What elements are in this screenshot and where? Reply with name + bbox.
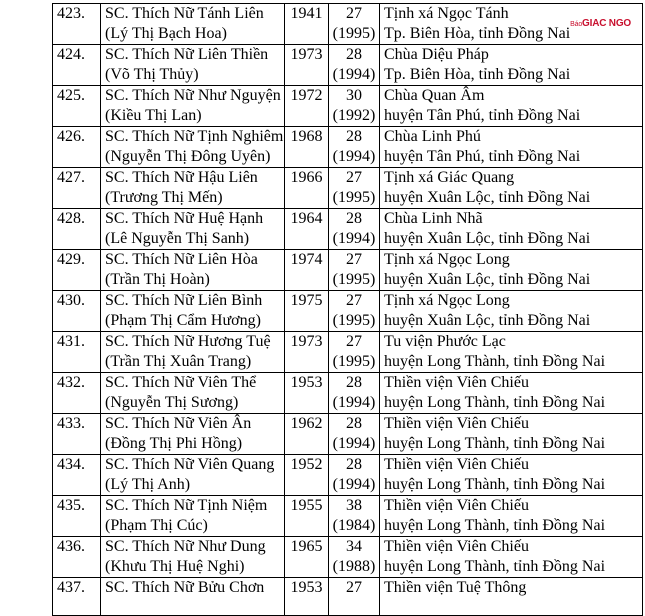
age-cell	[329, 578, 380, 616]
place-cell	[380, 414, 643, 455]
ordination-age: 28	[346, 210, 362, 227]
age-cell	[329, 373, 380, 414]
place-cell	[380, 127, 643, 168]
age-cell	[329, 209, 380, 250]
ordination-age: 28	[346, 128, 362, 145]
temple-name: Thiền viện Tuệ Thông	[384, 579, 527, 596]
lay-name: (Đồng Thị Phi Hồng)	[105, 435, 243, 452]
ordination-age: 28	[346, 456, 362, 473]
place-cell	[380, 332, 643, 373]
ordination-age: 27	[346, 251, 362, 268]
temple-location: huyện Xuân Lộc, tỉnh Đồng Nai	[384, 189, 591, 206]
name-cell	[101, 291, 285, 332]
dharma-name: SC. Thích Nữ Liên Thiền	[105, 46, 269, 63]
birth-year-cell	[285, 127, 329, 168]
temple-location: huyện Long Thành, tỉnh Đồng Nai	[384, 517, 606, 534]
place-cell	[380, 45, 643, 86]
lay-name: (Phạm Thị Cúc)	[105, 517, 208, 534]
lay-name: (Trần Thị Xuân Trang)	[105, 353, 252, 370]
dharma-name: SC. Thích Nữ Như Nguyện	[105, 87, 281, 104]
row-number-cell	[53, 332, 101, 373]
place-cell	[380, 496, 643, 537]
name-cell	[101, 455, 285, 496]
dharma-name: SC. Thích Nữ Huệ Hạnh	[105, 210, 264, 227]
row-number-cell	[53, 496, 101, 537]
place-cell	[380, 291, 643, 332]
name-cell	[101, 332, 285, 373]
ordination-age: 28	[346, 415, 362, 432]
birth-year: 1972	[290, 87, 323, 104]
temple-location: huyện Xuân Lộc, tỉnh Đồng Nai	[384, 230, 591, 247]
temple-location: Tp. Biên Hòa, tỉnh Đồng Nai	[384, 25, 571, 42]
temple-name: Chùa Linh Phú	[384, 128, 481, 145]
table-row	[53, 45, 643, 86]
ordination-age: 28	[346, 374, 362, 391]
ordination-year: (1994)	[332, 148, 376, 165]
birth-year: 1955	[290, 497, 323, 514]
temple-location: huyện Xuân Lộc, tỉnh Đồng Nai	[384, 312, 591, 329]
birth-year-cell	[285, 578, 329, 616]
row-number-cell	[53, 414, 101, 455]
ordination-year: (1994)	[332, 435, 376, 452]
newspaper-watermark	[570, 18, 631, 29]
ordination-age: 38	[346, 497, 362, 514]
birth-year: 1975	[290, 292, 323, 309]
lay-name: (Nguyễn Thị Đông Uyên)	[105, 148, 271, 165]
row-number-cell	[53, 4, 101, 45]
birth-year-cell	[285, 455, 329, 496]
row-number: 437.	[57, 579, 85, 596]
lay-name: (Lý Thị Anh)	[105, 476, 191, 493]
row-number-cell	[53, 537, 101, 578]
birth-year: 1964	[290, 210, 323, 227]
ordination-year: (1995)	[332, 25, 376, 42]
age-cell	[329, 414, 380, 455]
table-row	[53, 209, 643, 250]
row-number: 426.	[57, 128, 85, 145]
dharma-name: SC. Thích Nữ Như Dung	[105, 538, 266, 555]
row-number: 435.	[57, 497, 85, 514]
temple-name: Tịnh xá Ngọc Long	[384, 292, 510, 309]
birth-year-cell	[285, 496, 329, 537]
table-row	[53, 578, 643, 616]
birth-year-cell	[285, 168, 329, 209]
age-cell	[329, 4, 380, 45]
temple-name: Thiền viện Viên Chiếu	[384, 415, 529, 432]
dharma-name: SC. Thích Nữ Hương Tuệ	[105, 333, 271, 350]
dharma-name: SC. Thích Nữ Viên Ân	[105, 415, 252, 432]
temple-location: huyện Xuân Lộc, tỉnh Đồng Nai	[384, 271, 591, 288]
ordination-year: (1995)	[332, 353, 376, 370]
ordination-age: 27	[346, 292, 362, 309]
table-row	[53, 373, 643, 414]
lay-name: (Khưu Thị Huệ Nghi)	[105, 558, 245, 575]
lay-name: (Trần Thị Hoàn)	[105, 271, 210, 288]
lay-name: (Trương Thị Mến)	[105, 189, 223, 206]
dharma-name: SC. Thích Nữ Hậu Liên	[105, 169, 258, 186]
place-cell	[380, 537, 643, 578]
temple-location: huyện Long Thành, tỉnh Đồng Nai	[384, 435, 606, 452]
birth-year-cell	[285, 373, 329, 414]
ordination-year: (1988)	[332, 558, 376, 575]
ordination-year: (1992)	[332, 107, 376, 124]
lay-name: (Võ Thị Thủy)	[105, 66, 199, 83]
temple-name: Chùa Linh Nhã	[384, 210, 483, 227]
row-number-cell	[53, 291, 101, 332]
table-row	[53, 496, 643, 537]
temple-name: Tịnh xá Ngọc Tánh	[384, 5, 509, 22]
temple-name: Tịnh xá Ngọc Long	[384, 251, 510, 268]
name-cell	[101, 45, 285, 86]
place-cell	[380, 455, 643, 496]
name-cell	[101, 127, 285, 168]
ordination-year: (1994)	[332, 476, 376, 493]
age-cell	[329, 127, 380, 168]
row-number: 430.	[57, 292, 85, 309]
age-cell	[329, 86, 380, 127]
temple-name: Tịnh xá Giác Quang	[384, 169, 515, 186]
row-number-cell	[53, 168, 101, 209]
ordination-age: 28	[346, 46, 362, 63]
temple-location: Tp. Biên Hòa, tỉnh Đồng Nai	[384, 66, 571, 83]
place-cell	[380, 250, 643, 291]
row-number: 423.	[57, 5, 85, 22]
birth-year-cell	[285, 45, 329, 86]
name-cell	[101, 414, 285, 455]
place-cell	[380, 578, 643, 616]
temple-name: Tu viện Phước Lạc	[384, 333, 506, 350]
name-cell	[101, 578, 285, 616]
place-cell	[380, 168, 643, 209]
name-cell	[101, 168, 285, 209]
birth-year-cell	[285, 537, 329, 578]
lay-name: (Lê Nguyễn Thị Sanh)	[105, 230, 250, 247]
row-number-cell	[53, 578, 101, 616]
name-cell	[101, 250, 285, 291]
name-cell	[101, 209, 285, 250]
birth-year: 1962	[290, 415, 323, 432]
dharma-name: SC. Thích Nữ Tịnh Niệm	[105, 497, 268, 514]
lay-name: (Phạm Thị Cẩm Hương)	[105, 312, 261, 329]
ordination-age: 27	[346, 169, 362, 186]
dharma-name: SC. Thích Nữ Viên Quang	[105, 456, 275, 473]
temple-location: huyện Tân Phú, tỉnh Đồng Nai	[384, 148, 581, 165]
row-number: 434.	[57, 456, 85, 473]
birth-year: 1974	[290, 251, 323, 268]
row-number-cell	[53, 373, 101, 414]
name-cell	[101, 537, 285, 578]
age-cell	[329, 496, 380, 537]
temple-name: Thiền viện Viên Chiếu	[384, 456, 529, 473]
temple-name: Chùa Diệu Pháp	[384, 46, 489, 63]
temple-name: Thiền viện Viên Chiếu	[384, 538, 529, 555]
row-number-cell	[53, 209, 101, 250]
temple-location: huyện Tân Phú, tỉnh Đồng Nai	[384, 107, 581, 124]
table-row	[53, 4, 643, 45]
table-row	[53, 414, 643, 455]
row-number: 429.	[57, 251, 85, 268]
ordination-age: 27	[346, 5, 362, 22]
temple-location: huyện Long Thành, tỉnh Đồng Nai	[384, 476, 606, 493]
row-number: 436.	[57, 538, 85, 555]
row-number: 433.	[57, 415, 85, 432]
birth-year-cell	[285, 332, 329, 373]
age-cell	[329, 537, 380, 578]
name-cell	[101, 4, 285, 45]
row-number: 425.	[57, 87, 85, 104]
ordination-age: 30	[346, 87, 362, 104]
birth-year: 1952	[290, 456, 323, 473]
table-row	[53, 332, 643, 373]
table-row	[53, 455, 643, 496]
lay-name: (Lý Thị Bạch Hoa)	[105, 25, 227, 42]
place-cell	[380, 86, 643, 127]
ordination-year: (1994)	[332, 394, 376, 411]
ordination-age: 34	[346, 538, 362, 555]
ordination-year: (1995)	[332, 312, 376, 329]
watermark-brand: GIAC NGO	[582, 18, 631, 29]
table-row	[53, 86, 643, 127]
birth-year: 1941	[290, 5, 323, 22]
row-number: 431.	[57, 333, 85, 350]
birth-year-cell	[285, 4, 329, 45]
dharma-name: SC. Thích Nữ Bửu Chơn	[105, 579, 265, 596]
birth-year: 1968	[290, 128, 323, 145]
row-number: 432.	[57, 374, 85, 391]
dharma-name: SC. Thích Nữ Tịnh Nghiêm	[105, 128, 284, 145]
place-cell	[380, 373, 643, 414]
place-cell	[380, 209, 643, 250]
birth-year: 1973	[290, 333, 323, 350]
birth-year: 1965	[290, 538, 323, 555]
table-row	[53, 537, 643, 578]
row-number-cell	[53, 45, 101, 86]
temple-location: huyện Long Thành, tỉnh Đồng Nai	[384, 394, 606, 411]
age-cell	[329, 291, 380, 332]
temple-name: Thiền viện Viên Chiếu	[384, 497, 529, 514]
birth-year: 1953	[290, 579, 323, 596]
table-row	[53, 250, 643, 291]
ordination-age: 27	[346, 333, 362, 350]
birth-year: 1953	[290, 374, 323, 391]
roster-body	[53, 4, 643, 616]
table-row	[53, 127, 643, 168]
row-number-cell	[53, 86, 101, 127]
dharma-name: SC. Thích Nữ Viên Thể	[105, 374, 257, 391]
temple-location: huyện Long Thành, tỉnh Đồng Nai	[384, 353, 606, 370]
birth-year-cell	[285, 291, 329, 332]
row-number-cell	[53, 127, 101, 168]
ordination-year: (1995)	[332, 189, 376, 206]
ordination-year: (1994)	[332, 66, 376, 83]
dharma-name: SC. Thích Nữ Tánh Liên	[105, 5, 264, 22]
birth-year-cell	[285, 209, 329, 250]
lay-name: (Nguyễn Thị Sương)	[105, 394, 239, 411]
name-cell	[101, 373, 285, 414]
name-cell	[101, 496, 285, 537]
birth-year: 1966	[290, 169, 323, 186]
age-cell	[329, 250, 380, 291]
temple-location: huyện Long Thành, tỉnh Đồng Nai	[384, 558, 606, 575]
ordination-year: (1994)	[332, 230, 376, 247]
age-cell	[329, 332, 380, 373]
row-number-cell	[53, 455, 101, 496]
watermark-prefix: Báo	[570, 21, 583, 28]
lay-name: (Kiều Thị Lan)	[105, 107, 202, 124]
name-cell	[101, 86, 285, 127]
dharma-name: SC. Thích Nữ Liên Bình	[105, 292, 263, 309]
temple-name: Thiền viện Viên Chiếu	[384, 374, 529, 391]
row-number: 428.	[57, 210, 85, 227]
ordination-year: (1995)	[332, 271, 376, 288]
birth-year-cell	[285, 250, 329, 291]
age-cell	[329, 45, 380, 86]
ordination-year: (1984)	[332, 517, 376, 534]
row-number: 424.	[57, 46, 85, 63]
age-cell	[329, 455, 380, 496]
ordination-roster-table	[52, 3, 643, 616]
table-row	[53, 291, 643, 332]
ordination-age: 27	[346, 579, 362, 596]
table-row	[53, 168, 643, 209]
row-number: 427.	[57, 169, 85, 186]
temple-name: Chùa Quan Âm	[384, 87, 485, 104]
birth-year: 1973	[290, 46, 323, 63]
age-cell	[329, 168, 380, 209]
birth-year-cell	[285, 414, 329, 455]
birth-year-cell	[285, 86, 329, 127]
dharma-name: SC. Thích Nữ Liên Hòa	[105, 251, 258, 268]
row-number-cell	[53, 250, 101, 291]
